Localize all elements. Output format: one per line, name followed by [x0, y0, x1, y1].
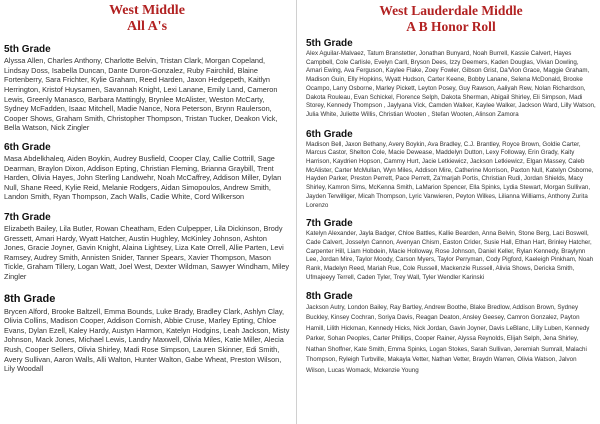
- wl-grade6-section: [306, 129, 596, 211]
- wl-grade7-section: [306, 218, 596, 282]
- column-divider: [296, 0, 297, 424]
- west-lauderdale-header: [306, 3, 596, 34]
- wm-grade6-heading: 6th Grade: [4, 141, 51, 153]
- wm-grade5-heading: 5th Grade: [4, 44, 51, 56]
- west-middle-header: [4, 3, 290, 35]
- wm-grade8-section: [4, 293, 290, 373]
- wl-grade7-names: Katelyn Alexander, Jayla Badger, Chloe Battles, Kallie Bearden, Anna Belvin, Stone Berg, Laci Boswell, Cade Calvert, Josselyn Cannon, Avenyan Chism, Easton Crider, Susie Hall, Ethan Hart, Brinley Hatcher, Carpenter Hill, Liam Hobdein, Macie Holloway, Rose Johnson, Daniel Keller, Rylan Kennedy, Braylynn Lee, Jordan Mire, Taylor Moody, Carson Myers, Taylor Perryman, Cody Pigford, Kaeleigh Pinkham, Noah Rank, Madelyn Reed, Mariah Rue, Cole Russell, Mackenzie Russell, Alivia Shows, Dericka Smith, Ufmajeeyy Terrell, Caden Tyler, Trey Wall, Tyler Wendler Karinski: [306, 230, 594, 281]
- west-middle-column: [4, 0, 290, 374]
- wm-grade6-section: [4, 142, 290, 202]
- wm-grade7-names: Elizabeth Bailey, Lila Butler, Rowan Cheatham, Eden Culpepper, Lila Dickinson, Brody Gressett, Amari Hardy, Wyatt Hatcher, Austin Hughley, McKinley Johnson, Ashton Jones, Gracie Joyner, Gavin Knight, Alaina Lightsey, Liza Kate Orrell, Allie Parten, Levi Ramsey, Audrey Smith, Annisten Snider, Tanner Spears, Xavier Thompson, Mason Tickle, Graham Tillery, Logan Watt, Joel West, Dexter Wildman, Sawyer Windham, Miley Zingler: [4, 223, 290, 281]
- west-middle-honor-title: All A's: [126, 19, 168, 35]
- wm-grade7-section: [4, 212, 290, 282]
- wm-grade5-section: [4, 44, 290, 133]
- wl-grade5-names: Alex Aguilar-Malvaez, Tatum Branstetter, Jonathan Bunyard, Noah Burrell, Kassie Calvert, Hayes Campbell, Cole Carlisle, Evelyn Carll, Bryson Dees, Izzy Deemers, Kaden Douglas, Vivian Dowling, Amari Ewing, Ava Ferguson, Kaylee Flake, Zoey Fowler, Gibson Grist, Da'Vion Grace, Maggie Graham, Madison Guin, Elly Hopkins, Wyatt Hudson, Carter Keene, Bobby Lanane, Selena McDonald, Brooke Ocampo, Larry Osborne, Marley Pickett, Leyton Posey, Guy Rawson, Aaliyah Rew, Nolan Richardson, Dakota Rouleau, Evan Schickel, Florence Selph, Dakota Sherman, Abigail Shirley, Eli Simpson, Madi Storey, Kennedy Thompson , Jaylyana Vick, Camden Walker, Kaylee Walker, Jackson Ward, Lilly Watson, Julia White, Juliette Willis, Christian Wooten , Stefan Wooten, Alinson Zamora: [306, 50, 596, 118]
- wl-grade8-heading: 8th Grade: [306, 290, 353, 302]
- wm-grade5-names: Alyssa Allen, Charles Anthony, Charlotte Belvin, Tristan Clark, Morgan Copeland, Lindsay Doss, Isabella Duncan, Dante Duron-Gonzalez, Ruby Fairchild, Blaine Fortenberry, Sara Frichter, Kylie Graham, Reed Harden, Jaxon Hedgepeth, Kaitlyn Herrington, Kristof Huysamen, Savannah Knight, Lexi Lanane, Emily Land, Cameron Lewis, Greenly Manasco, Barbara Mattingly, Brynlee McAlister, Weston McCarty, Sydney McFadden, Isaac Mitchell, Madie Nance, Nora Peterson, Brynn Raulerson, Cooper Shows, Graham Smith, Christopher Thompson, Tristan Tucker, Deakon Vick, Bella Watson, Nick Zingler: [4, 56, 278, 133]
- west-lauderdale-school-title: West Lauderdale Middle: [379, 3, 523, 18]
- wm-grade7-heading: 7th Grade: [4, 211, 51, 223]
- wl-grade6-names: Madison Bell, Jaxon Bethany, Avery Boykin, Ava Bradley, C.J. Brantley, Royce Brown, Goldie Carter, Marcus Castor, Shelton Cole, Macie Dewease, Maddelyn Dutton, Lexy Followay, Erin Grady, Kaity Harrison, Kaydrien Hopson, Cammy Hurt, Jacie Letkiewicz, Jackson Letkiewicz, Elgan Massey, Caleb McAlister, Carter McMullan, Wyn Miles, Addison Mire, Catherine Morrison, Paxton Null, Katelyn Osborne, Hayden Parker, Preston Perrett, Pace Perrett, Za'marjah Portis, Christian Rudi, Jordan Shields, Macy Shirley, Kamron Sims, McKenna Smith, LaMarion Spencer, Ella Spinks, Lydia Stewart, Morgan Sullivan, Jayden Terwilliger, Micah Thompson, Lyric Vanwieren, Peyton Wilkes, Lilianna Williams, Anthony Zurita Lorenzo: [306, 140, 594, 209]
- wm-grade6-names: Masa Abdelkhaleq, Aiden Boykin, Audrey Busfield, Cooper Clay, Callie Cottrill, Sage Dearman, Braylon Dixon, Addison Epting, Christian Fleming, Brianna Graybill, Trent Harden, Olivia Hayes, John Sterling Landwehr, Noah McCaffrey, Addison Miller, Dylan Null, Shane Reed, Kylie Reid, Melanie Rodgers, Aidan Simopoulos, Andrew Smith, Landon Smith, Ryan Thompson, Zach Walls, Cadie White, Cord Wilkerson: [4, 153, 282, 202]
- wl-grade6-heading: 6th Grade: [306, 128, 353, 140]
- wm-grade8-heading: 8th Grade: [4, 293, 56, 306]
- west-middle-school-title: West Middle: [109, 3, 185, 18]
- west-lauderdale-column: [306, 0, 596, 376]
- wm-grade8-names: Brycen Alford, Brooke Baltzell, Emma Bounds, Luke Brady, Bradley Clark, Ashlyn Clay, Olivia Collins, Madison Cooper, Addison Cornish, Abbie Cruse, Marley Epting, Chloe Evans, Dylan Ezell, Kaley Hardy, Austyn Harmon, Katelyn Hodgins, Leah Jackson, Misty Johnson, Mack Jones, Michael Lewis, Landry Maxwell, Olivia Miles, Katie Miller, Alecia Rush, Cooper Sellers, Olivia Shirley, Madi Rose Simpson, Lauren Skinner, Edi Smith, Avery Sullivan, Aaron Walls, Alli Walton, Hunter Walton, Gabe Wheat, Preston Wilson, Lily Woodall: [4, 306, 290, 374]
- wl-grade8-section: [306, 291, 596, 377]
- wl-grade8-names: Jackson Autry, London Bailey, Ray Bartley, Andrew Boothe, Blake Bredlow, Addison Brown, Sydney Buckley, Kinsey Cochran, Soriya Davis, Reagan Deaton, Ansley Geesey, Camron Gonzalez, Payton Hamill, Lilith Hickman, Kennedy Hicks, Nick Jordan, Gavin Joyner, Davis LeBlanc, Lilly Luben, Kennedy Parker, Sohan Peoples, Carter Phillips, Cooper Rainer, Alyssa Reynolds, Elijah Selph, Jena Shirley, Nathan Shoffner, Kate Smith, Emma Spinks, Logan Stokes, Sarah Sullivan, Jeremiah Sumrall, Malachi Thompson, Ryleigh Turbville, Makayla Vetter, Nathan Vetter, Braydn Warren, Olivia Watson, Jalvon Wilson, Lucas Womack, Mckenzie Young: [306, 303, 590, 374]
- west-lauderdale-honor-title: A B Honor Roll: [406, 18, 496, 34]
- wl-grade7-heading: 7th Grade: [306, 218, 353, 230]
- wl-grade5-section: [306, 38, 596, 120]
- wl-grade5-heading: 5th Grade: [306, 38, 353, 50]
